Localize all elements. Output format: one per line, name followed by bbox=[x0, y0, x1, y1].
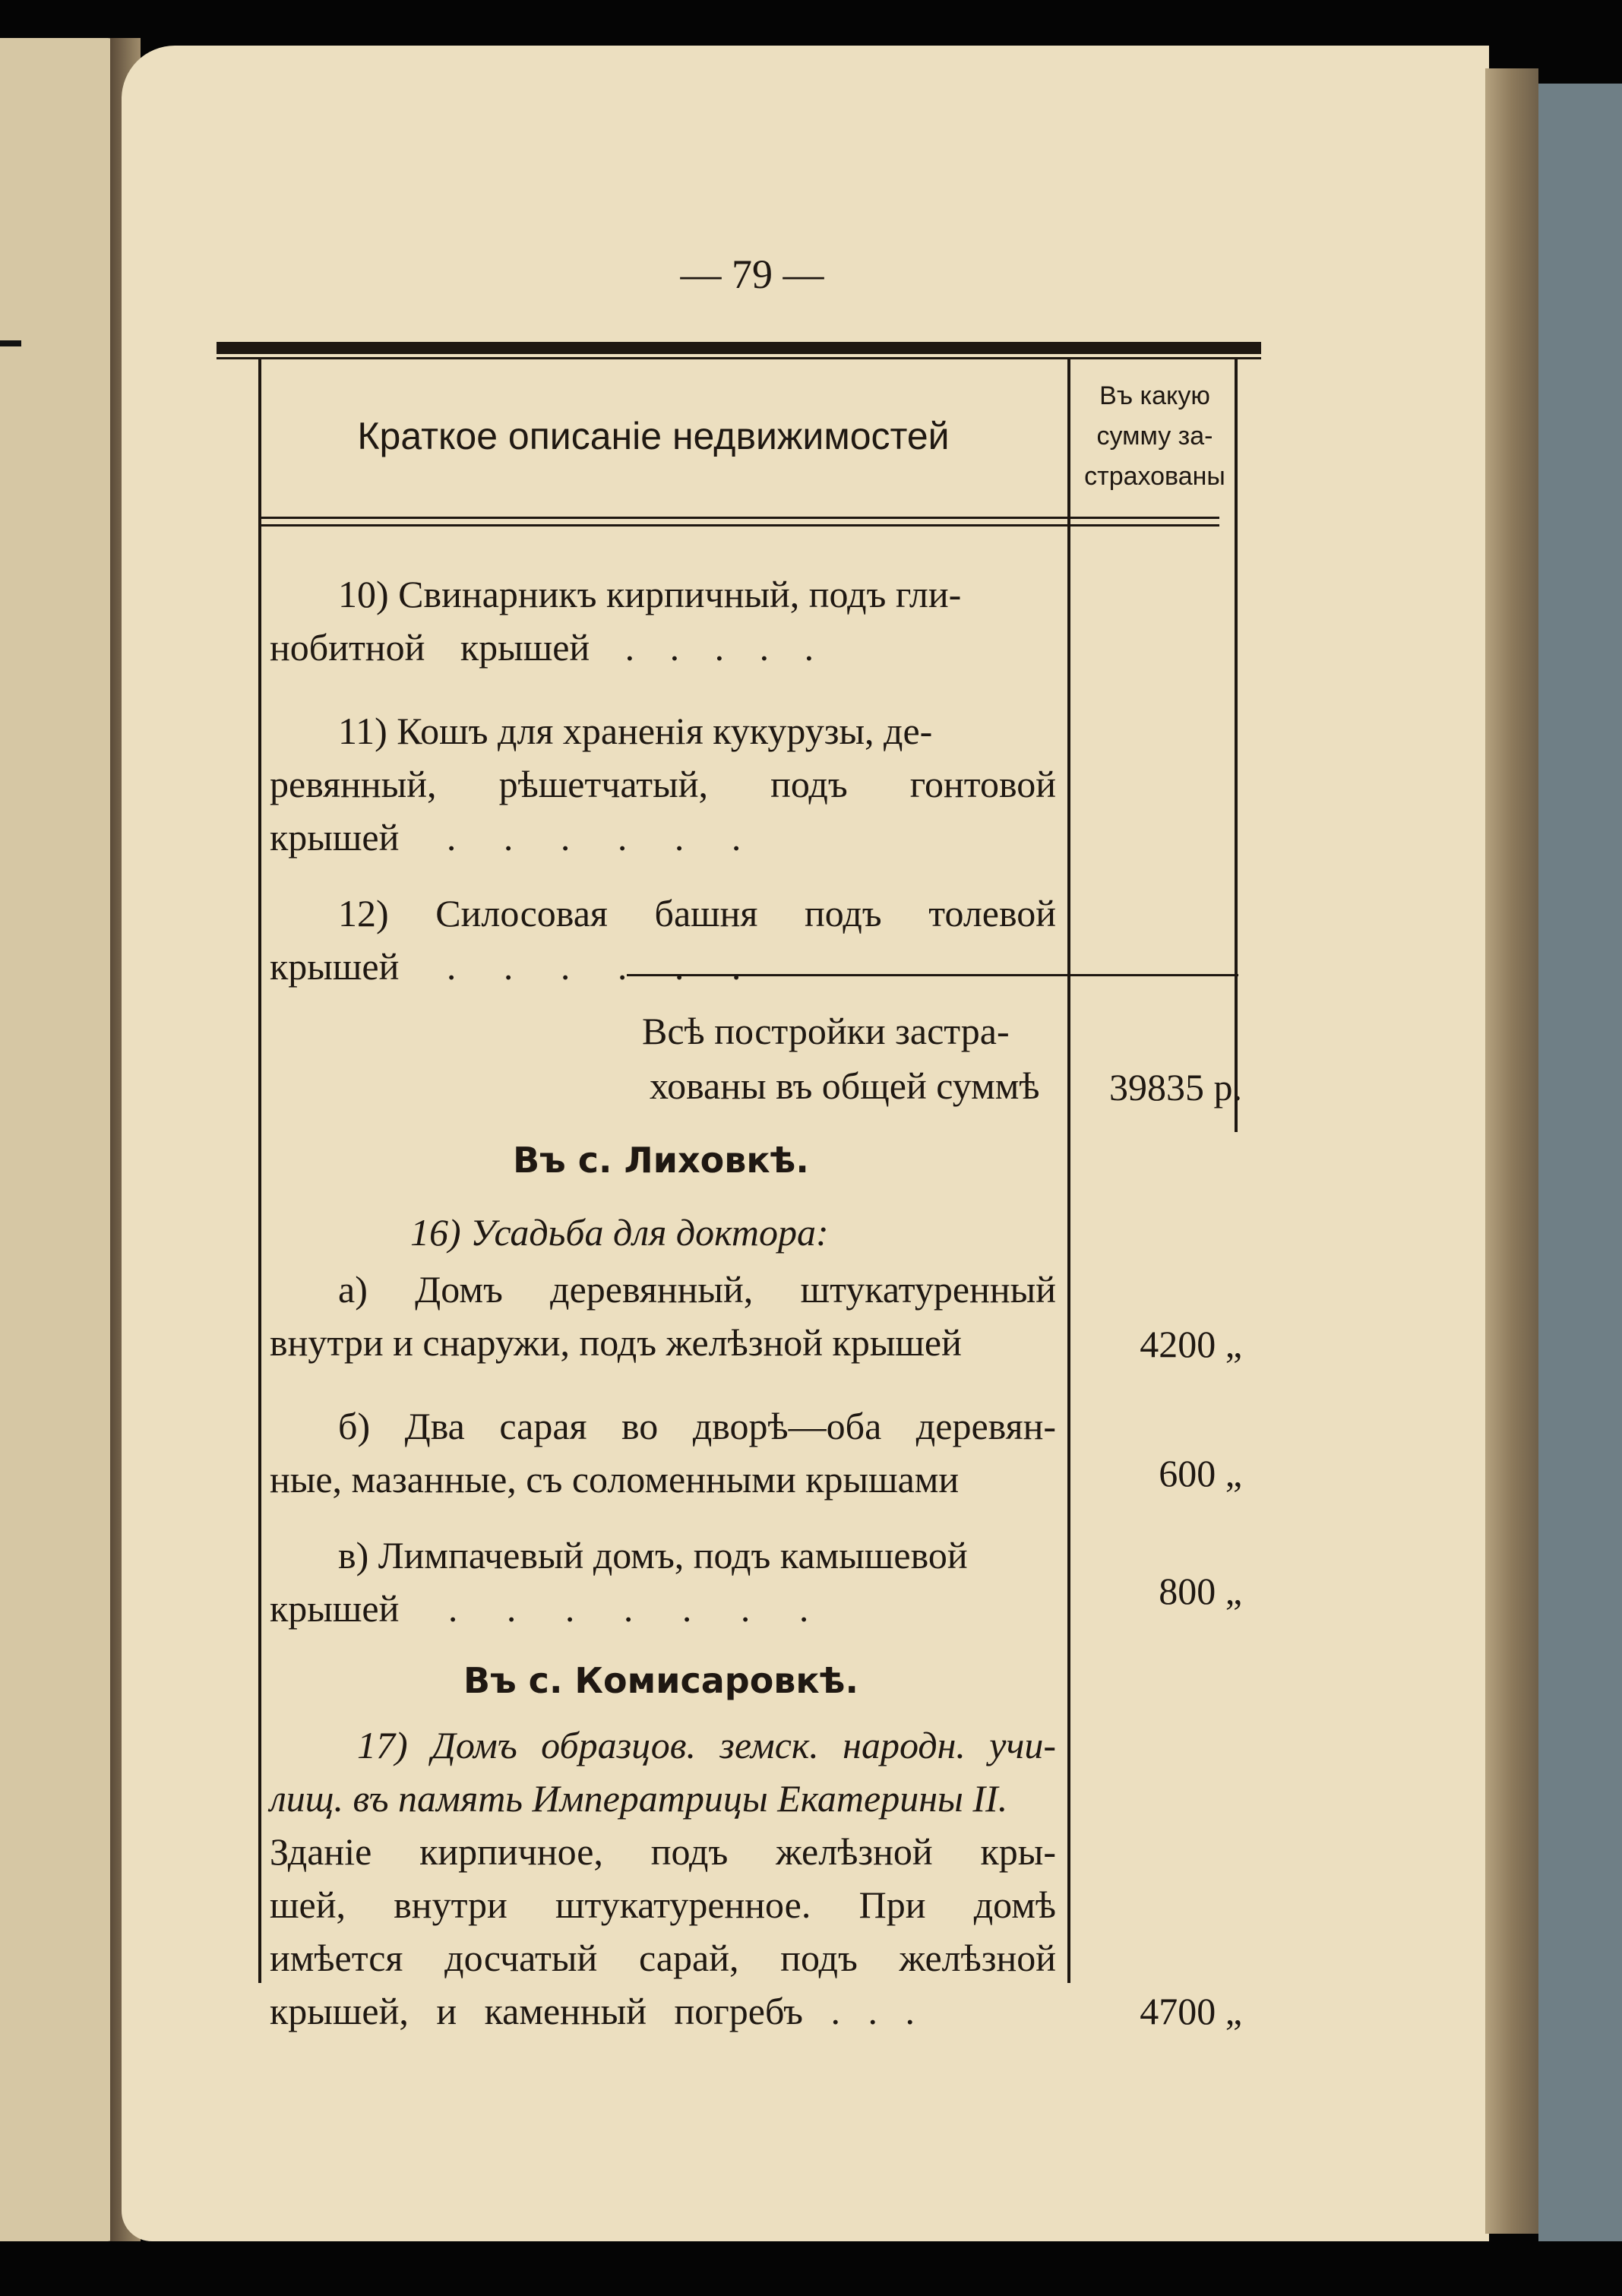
entry-text: ные, мазанные, съ соломенными крышами bbox=[270, 1458, 960, 1501]
column-header-description: Краткое описаніе недвижимостей bbox=[357, 415, 950, 457]
header-bottom-rule bbox=[258, 517, 1219, 519]
table-top-rule-thin bbox=[217, 357, 1261, 359]
previous-page-edge bbox=[0, 38, 122, 2241]
section-heading: Въ с. Комисаровкѣ. bbox=[463, 1660, 858, 1701]
header-bottom-rule-2 bbox=[258, 524, 1219, 527]
header-sum-line: сумму за- bbox=[1096, 422, 1213, 451]
entry-text: крышей . . . . . . bbox=[270, 816, 741, 859]
section-heading: Въ с. Лиховкѣ. bbox=[513, 1140, 809, 1181]
entry-text: крышей . . . . . . bbox=[270, 945, 741, 988]
page-number: — 79 — bbox=[680, 251, 824, 297]
entry-text: а) Домъ деревянный, штукатуренный bbox=[338, 1268, 1056, 1311]
entry-text: Зданіе кирпичное, подъ желѣзной кры- bbox=[270, 1830, 1056, 1873]
entry-title-text: 16) Усадьба для доктора: bbox=[410, 1211, 829, 1254]
entry-amount: 4200 „ bbox=[1140, 1323, 1242, 1365]
total-amount: 39835 р. bbox=[1109, 1066, 1242, 1108]
entry-text: нобитной крышей . . . . . bbox=[270, 626, 814, 669]
page-stack-edge bbox=[1485, 68, 1538, 2234]
table-top-rule bbox=[217, 342, 1261, 354]
header-sum-line: страхованы bbox=[1084, 462, 1225, 491]
entry-text: крышей . . . . . . . bbox=[270, 1587, 809, 1630]
total-text: Всѣ постройки застра- bbox=[642, 1010, 1010, 1052]
entry-title: лищ. въ память Императрицы Екатерины II. bbox=[270, 1777, 1008, 1820]
header-sum-line: Въ какую bbox=[1099, 381, 1210, 410]
entry-text: ревянный, рѣшетчатый, подъ гонтовой bbox=[270, 763, 1056, 805]
entry-text: 11) Кошъ для храненія кукурузы, де- bbox=[338, 710, 933, 752]
entry-text: в) Лимпачевый домъ, подъ камышевой bbox=[338, 1534, 968, 1577]
column-header-sum bbox=[1071, 376, 1238, 497]
entry-amount: 600 „ bbox=[1159, 1452, 1242, 1494]
entry-amount: 800 „ bbox=[1159, 1570, 1242, 1612]
table-column-divider bbox=[1067, 357, 1070, 1983]
entry-title: 17) Домъ образцов. земск. народн. учи- bbox=[357, 1724, 1056, 1766]
entry-amount: 4700 „ bbox=[1140, 1990, 1242, 2032]
entry-text: имѣется досчатый сарай, подъ желѣзной bbox=[270, 1937, 1056, 1979]
previous-page-rule bbox=[0, 340, 21, 346]
entry-text: 10) Свинарникъ кирпичный, подъ гли- bbox=[338, 573, 962, 615]
entry-text: шей, внутри штукатуренное. При домѣ bbox=[270, 1883, 1056, 1926]
entry-text: крышей, и каменный погребъ . . . bbox=[270, 1990, 915, 2032]
entry-text: б) Два сарая во дворѣ—оба деревян- bbox=[338, 1405, 1056, 1447]
entry-text: внутри и снаружи, подъ желѣзной крышей bbox=[270, 1321, 962, 1364]
entry-title bbox=[410, 1204, 829, 1260]
entry-text: 12) Силосовая башня подъ толевой bbox=[338, 892, 1056, 935]
total-text: хованы въ общей суммѣ bbox=[650, 1064, 1040, 1107]
book-cover bbox=[1538, 84, 1622, 2241]
